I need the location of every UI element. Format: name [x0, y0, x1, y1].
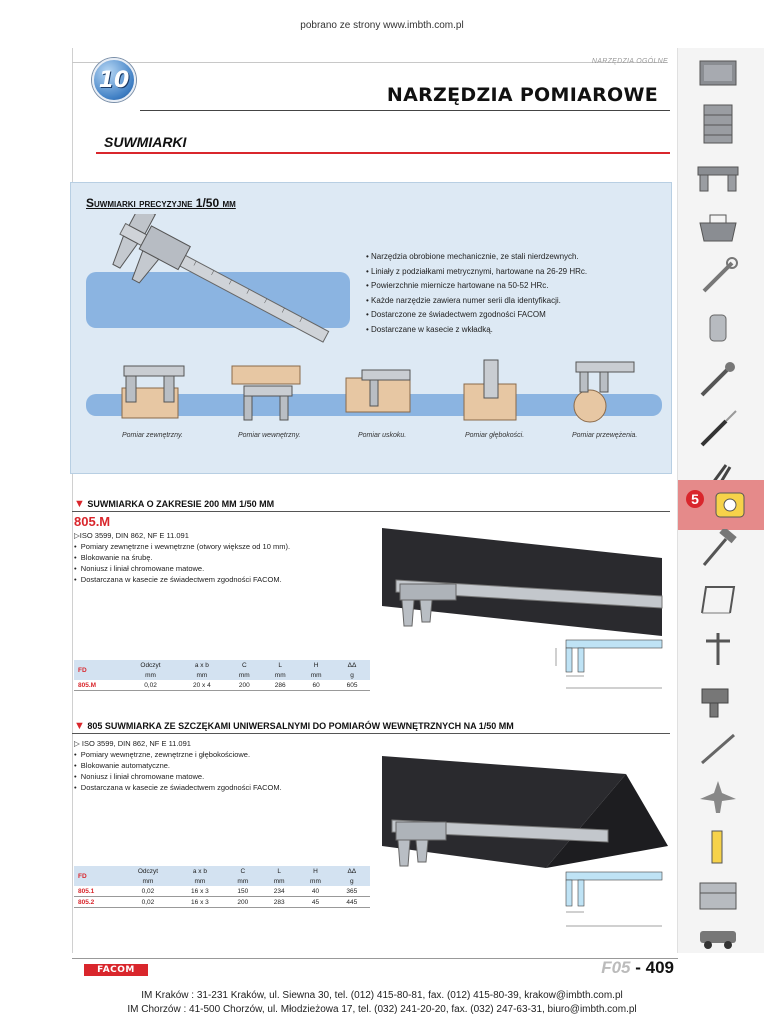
- sidebar-item-hammer[interactable]: [688, 524, 748, 574]
- depth-measurement-illustration: [458, 356, 522, 428]
- page-number: 409: [645, 958, 674, 977]
- spec-bullet: • Dostarczana w kasecie ze świadectwem zgodności FACOM.: [74, 575, 282, 584]
- sidebar-item-automotive[interactable]: [688, 910, 748, 960]
- footer-rule: [72, 958, 678, 959]
- sidebar-item-wrench[interactable]: [688, 252, 748, 302]
- spec-bullet: • Blokowanie na śrubę.: [74, 553, 153, 562]
- brand-mark: FD: [74, 866, 121, 886]
- cabinet-icon: [696, 103, 740, 147]
- page-prefix: F05: [601, 958, 631, 977]
- product-heading: ▼ SUWMIARKA O ZAKRESIE 200 MM 1/50 MM: [74, 498, 275, 510]
- red-divider: [96, 152, 670, 154]
- standard-line: ▷ ISO 3599, DIN 862, NF E 11.091: [74, 739, 191, 748]
- sidebar-item-puller[interactable]: [688, 624, 748, 674]
- panel-title: Suwmiarki precyzyjne 1/50 mm: [86, 196, 236, 210]
- caliper-illustration: [96, 214, 346, 364]
- product-code: 805.M: [74, 514, 111, 529]
- step-measurement-illustration: [340, 362, 420, 428]
- sidebar-item-socket[interactable]: [688, 304, 748, 354]
- spec-bullet: • Noniusz i liniał chromowane matowe.: [74, 772, 205, 781]
- table-row: 805.1 0,02 16 x 3 150 234 40 365: [74, 886, 370, 897]
- page-title: NARZĘDZIA POMIAROWE: [386, 84, 658, 106]
- header-line: [72, 62, 668, 63]
- toolbox-icon: [696, 55, 740, 91]
- chapter-number: 10: [98, 67, 130, 93]
- airplane-icon: [696, 777, 740, 817]
- external-measurement-illustration: [112, 358, 192, 426]
- active-chapter-number: 5: [686, 490, 704, 508]
- impact-wrench-icon: [696, 679, 740, 719]
- feature-item: • Dostarczane w kasecie z wkładką.: [366, 323, 656, 338]
- hacksaw-icon: [696, 579, 740, 619]
- screwdriver-icon: [696, 409, 740, 449]
- product-heading: ▼ 805 SUWMIARKA ZE SZCZĘKAMI UNIWERSALNYMI DO POMIARÓW WEWNĘTRZNYCH NA 1/50 MM: [74, 720, 514, 732]
- caption-internal: Pomiar wewnętrzny.: [238, 432, 301, 439]
- table-header-units: mm mm mm mm mm g: [74, 876, 370, 886]
- sidebar-item-cabinet[interactable]: [688, 100, 748, 150]
- brand-mark: FD: [74, 660, 124, 680]
- insulated-tool-icon: [696, 827, 740, 867]
- sidebar-item-ratchet[interactable]: [688, 354, 748, 404]
- sidebar-item-screwdriver[interactable]: [688, 404, 748, 454]
- product-rule: [72, 733, 670, 734]
- sidebar-item-workbench[interactable]: [688, 152, 748, 202]
- caption-step: Pomiar uskoku.: [358, 432, 407, 439]
- caption-depth: Pomiar głębokości.: [465, 432, 525, 439]
- storage-rack-icon: [696, 875, 740, 915]
- spec-bullet: • Pomiary zewnętrzne i wewnętrzne (otwory większe od 10 mm).: [74, 542, 291, 551]
- neck-measurement-illustration: [566, 352, 638, 428]
- caption-neck: Pomiar przewężenia.: [572, 432, 638, 439]
- feature-item: • Liniały z podziałkami metrycznymi, hartowane na 26-29 HRc.: [366, 265, 656, 280]
- sidebar-item-electrical[interactable]: [688, 822, 748, 872]
- feature-item: • Dostarczone ze świadectwem zgodności FACOM: [366, 308, 656, 323]
- product-rule: [72, 511, 670, 512]
- socket-icon: [696, 309, 740, 349]
- feature-list: [366, 250, 656, 337]
- facom-logo: FACOM: [84, 964, 148, 976]
- subheading: SUWMIARKI: [104, 134, 187, 150]
- triangle-icon: ▼: [74, 498, 85, 510]
- product-specs: [74, 738, 282, 793]
- feature-item: • Każde narzędzie zawiera numer serii dla identyfikacji.: [366, 294, 656, 309]
- product-specs: [74, 530, 290, 585]
- puller-icon: [696, 629, 740, 669]
- sidebar-item-hacksaw[interactable]: [688, 574, 748, 624]
- address-krakow: IM Kraków : 31-231 Kraków, ul. Siewna 30, tel. (012) 415-80-81, fax. (012) 415-80-39, krakow@imbth.com.pl: [141, 990, 623, 1001]
- spec-bullet: • Dostarczana w kasecie ze świadectwem zgodności FACOM.: [74, 783, 282, 792]
- category-sidebar: [677, 48, 764, 953]
- table-row: 805.M 0,02 20 x 4 200 286 60 605: [74, 680, 370, 691]
- triangle-icon: ▼: [74, 720, 85, 732]
- sidebar-item-toolbox[interactable]: [688, 48, 748, 98]
- torque-wrench-icon: [696, 729, 740, 769]
- caption-external: Pomiar zewnętrzny.: [122, 432, 183, 439]
- chapter-badge: [92, 58, 136, 102]
- spec-bullet: • Blokowanie automatyczne.: [74, 761, 171, 770]
- spec-table-1: [74, 660, 370, 691]
- wrench-icon: [696, 257, 740, 297]
- section-label: NARZĘDZIA OGÓLNE: [591, 58, 668, 65]
- sidebar-item-torque-wrench[interactable]: [688, 724, 748, 774]
- product-photo-805m: [372, 518, 672, 646]
- tape-measure-icon: [710, 485, 754, 525]
- spec-bullet: • Noniusz i liniał chromowane matowe.: [74, 564, 205, 573]
- feature-item: • Powierzchnie miernicze hartowane na 50-52 HRc.: [366, 279, 656, 294]
- sidebar-item-impact-wrench[interactable]: [688, 674, 748, 724]
- sidebar-item-aviation[interactable]: [688, 772, 748, 822]
- hammer-icon: [696, 529, 740, 569]
- table-row: 805.2 0,02 16 x 3 200 283 45 445: [74, 897, 370, 908]
- title-rule: [140, 110, 670, 111]
- internal-measurement-illustration: [228, 360, 308, 426]
- feature-item: • Narzędzia obrobione mechanicznie, ze stali nierdzewnych.: [366, 250, 656, 265]
- sidebar-item-measuring[interactable]: [678, 480, 764, 530]
- spec-table-2: [74, 866, 370, 908]
- workbench-icon: [696, 159, 740, 195]
- table-header: FD Odczyt a x b C L H ΔΔ: [74, 866, 370, 876]
- table-header-units: mm mm mm mm mm g: [74, 670, 370, 680]
- page-separator: -: [630, 958, 646, 977]
- car-icon: [696, 915, 740, 955]
- source-note: pobrano ze strony www.imbth.com.pl: [300, 20, 464, 31]
- tool-case-icon: [696, 209, 740, 245]
- dimension-drawing-2: [552, 868, 666, 932]
- product-photo-805: [376, 750, 668, 874]
- table-header: FD Odczyt a x b C L H ΔΔ: [74, 660, 370, 670]
- page-reference: [601, 958, 674, 978]
- ratchet-icon: [696, 359, 740, 399]
- standard-line: ▷ISO 3599, DIN 862, NF E 11.091: [74, 531, 189, 540]
- spec-bullet: • Pomiary wewnętrzne, zewnętrzne i głębokościowe.: [74, 750, 251, 759]
- sidebar-item-tool-case[interactable]: [688, 202, 748, 252]
- dimension-drawing-1: [552, 636, 666, 694]
- address-chorzow: IM Chorzów : 41-500 Chorzów, ul. Młodzieżowa 17, tel. (032) 241-20-20, fax. (032) 247-63-31, biuro@imbth.com.pl: [127, 1004, 637, 1015]
